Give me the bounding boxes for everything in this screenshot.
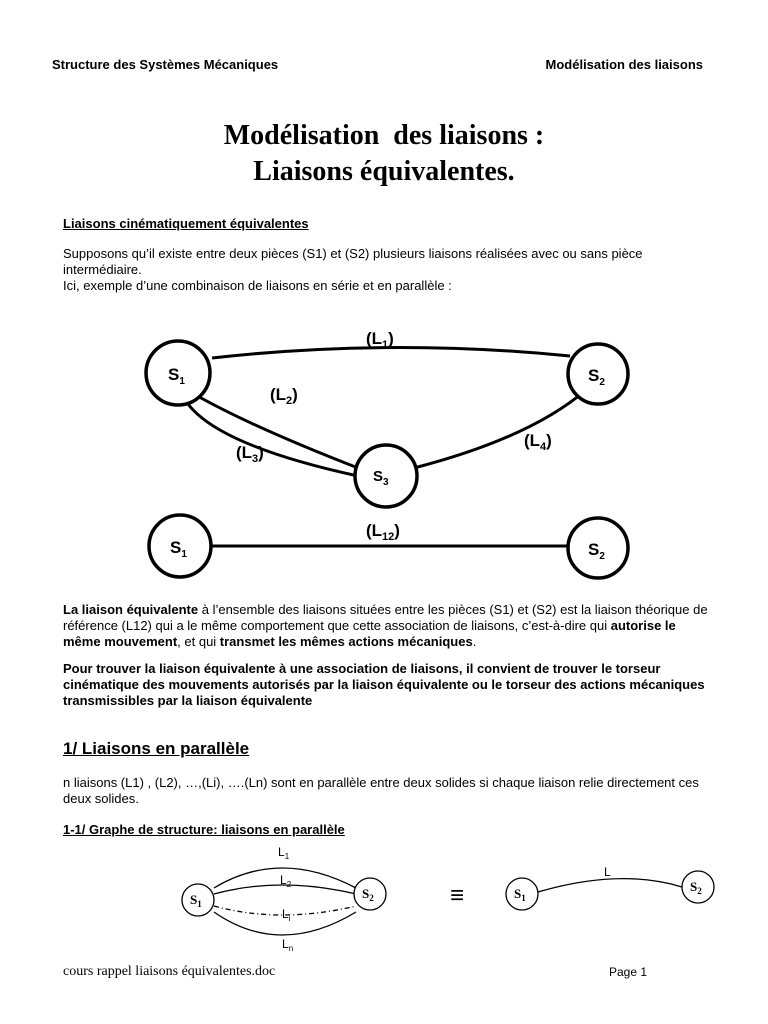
link-l4-edge — [414, 390, 586, 468]
footer-filename: cours rappel liaisons équivalentes.doc — [63, 964, 276, 979]
node-s2-label: $S_2$ — [588, 366, 605, 388]
structure-graph-heading: 1-1/ Graphe de structure: liaisons en parallèle — [63, 822, 345, 837]
intro-paragraph: Supposons qu’il existe entre deux pièces (S1) et (S2) plusieurs liaisons réalisées avec ou sans pièce intermédiaire. — [63, 246, 643, 277]
graph-node-s2-label: $S_2$ — [362, 886, 374, 903]
footer-page-number: Page 1 — [609, 965, 648, 979]
graph-right-label-l: L — [604, 865, 611, 879]
page-title — [0, 118, 768, 190]
node-s2-equiv-label: $S_2$ — [588, 540, 605, 562]
definition-paragraph: La liaison équivalente à l’ensemble des liaisons situées entre les pièces (S1) et (S2) est la liaison théorique de référence (L12) qui a le même comportement que cette association de liaisons, c’est-à-dire qui autorise le même mouvement, et qui transmet les mêmes actions mécaniques. — [63, 602, 708, 649]
node-s3 — [355, 445, 417, 507]
graph-label-l1: $L_1$ — [278, 845, 290, 861]
graph-node-s1-label: $S_1$ — [190, 892, 202, 909]
link-l2-edge — [194, 394, 358, 468]
equivalence-symbol: ≡ — [450, 882, 465, 909]
section-heading-equivalent: Liaisons cinématiquement équivalentes — [63, 216, 309, 231]
example-paragraph: Ici, exemple d’une combinaison de liaisons en série et en parallèle : — [63, 278, 452, 293]
graph-label-l2: $L_2$ — [280, 873, 292, 889]
link-l12-label: $(L_{12})$ — [366, 521, 400, 543]
link-l1-label: $(L_1)$ — [366, 329, 394, 351]
graph-right-node-s2-label: $S_2$ — [690, 879, 702, 896]
equivalent-link-diagram — [130, 512, 650, 592]
link-l3-edge — [188, 404, 358, 476]
header-course-title: Structure des Systèmes Mécaniques — [52, 57, 279, 72]
association-diagram — [130, 318, 650, 512]
node-s3-label: $S_3$ — [373, 468, 389, 488]
parallel-definition: n liaisons (L1) , (L2), …,(Li), ….(Ln) sont en parallèle entre deux solides si chaque liaison relie directement ces deux solides. — [63, 775, 699, 806]
page-title-line-2: Liaisons équivalentes. — [253, 156, 515, 187]
method-paragraph: Pour trouver la liaison équivalente à une association de liaisons, il convient de trouver le torseur cinématique des mouvements autorisés par la liaison équivalente ou le torseur des actions mécaniques transmissibles par la liaison équivalente — [63, 661, 705, 708]
structure-graph — [170, 840, 730, 958]
graph-label-ln: $L_n$ — [282, 937, 294, 953]
link-l1-edge — [212, 347, 570, 358]
edge-equivalent — [538, 879, 682, 892]
part1-heading: 1/ Liaisons en parallèle — [63, 739, 250, 758]
graph-right-node-s1-label: $S_1$ — [514, 886, 526, 903]
header-chapter-title: Modélisation des liaisons — [545, 57, 703, 72]
node-s1-equiv-label: $S_1$ — [170, 538, 187, 560]
node-s1-label: $S_1$ — [168, 365, 185, 387]
page-title-line-1: Modélisation des liaisons : — [223, 120, 545, 151]
link-l2-label: $(L_2)$ — [270, 385, 298, 407]
link-l4-label: $(L_4)$ — [524, 431, 552, 453]
graph-label-li: $L_i$ — [282, 907, 291, 923]
link-l3-label: $(L_3)$ — [236, 443, 264, 465]
